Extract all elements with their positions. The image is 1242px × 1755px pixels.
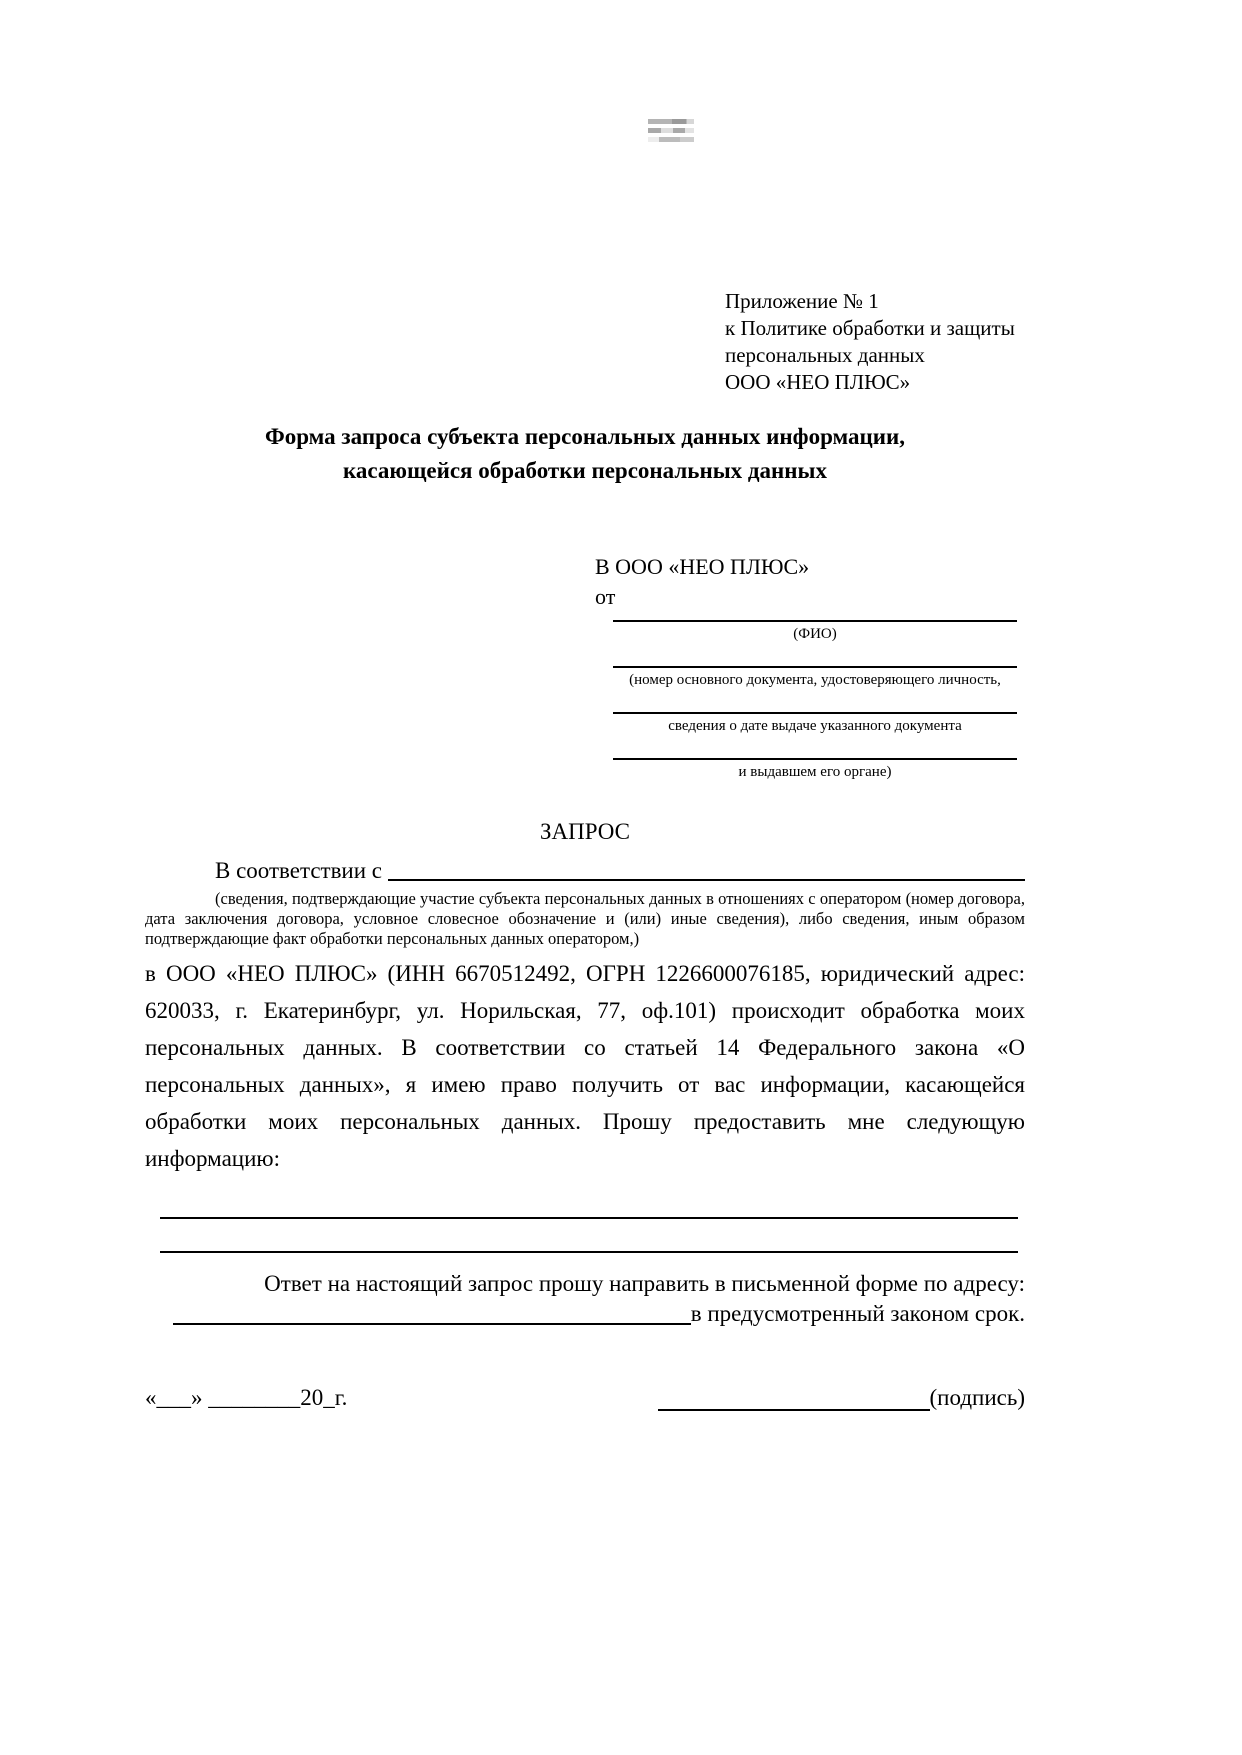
addressee-from: от: [595, 584, 616, 609]
field-issue-date: [613, 690, 1017, 736]
addressee-block: [595, 552, 1025, 782]
annex-line-3: персональных данных: [725, 343, 925, 367]
addressee-to: В ООО «НЕО ПЛЮС»: [595, 554, 810, 579]
date-blank: «___» ________20_г.: [145, 1385, 348, 1410]
issuing-authority-caption: и выдавшем его органе): [738, 764, 892, 780]
signature-row: [145, 1385, 1025, 1411]
annex-line-2: к Политике обработки и защиты: [725, 316, 1015, 340]
field-document-number: [613, 644, 1017, 690]
signature-caption: (подпись): [929, 1385, 1025, 1410]
fio-caption: (ФИО): [793, 626, 837, 642]
issue-date-caption: сведения о дате выдаче указанного документа: [668, 718, 962, 734]
signature-area: [658, 1385, 1025, 1411]
annex-line-4: ООО «НЕО ПЛЮС»: [725, 370, 911, 394]
answer-address-fill-line: [173, 1305, 691, 1325]
document-title-line-2: касающейся обработки персональных данных: [342, 458, 828, 483]
info-fill-line-2: [160, 1219, 1018, 1253]
issuing-authority-fill-line: [613, 736, 1017, 760]
issue-date-fill-line: [613, 690, 1017, 714]
request-footnote: (сведения, подтверждающие участие субъекта персональных данных в отношениях с оператором (номер договора, дата заключения договора, условное словесное обозначение и (или) иные сведения), либо сведения, иным образом подтверждающие факт обработки персональных данных оператором,): [145, 889, 1025, 948]
document-number-caption: (номер основного документа, удостоверяющего личность,: [629, 672, 1001, 688]
signature-fill-line: [658, 1389, 930, 1411]
document-number-fill-line: [613, 644, 1017, 668]
answer-suffix: в предусмотренный законом срок.: [690, 1301, 1025, 1326]
annex-header-block: [725, 288, 1025, 396]
field-issuing-authority: [613, 736, 1017, 782]
addressee-fields: [613, 612, 1017, 782]
answer-address-line: Ответ на настоящий запрос прошу направить в письменной форме по адресу:: [264, 1271, 1025, 1296]
field-fio: [613, 612, 1017, 644]
document-content: [145, 0, 1025, 1411]
annex-line-1: Приложение № 1: [725, 289, 879, 313]
request-heading: ЗАПРОС: [539, 819, 631, 844]
answer-address-fill-row: [173, 1299, 1025, 1329]
document-title-line-1: Форма запроса субъекта персональных данных информации,: [264, 424, 906, 449]
document-title: [145, 420, 1025, 488]
request-intro-line: [145, 858, 1025, 884]
request-intro-fill-line: [388, 859, 1025, 881]
request-intro-prefix: В соответствии с: [215, 858, 383, 883]
request-body-paragraph: в ООО «НЕО ПЛЮС» (ИНН 6670512492, ОГРН 1226600076185, юридический адрес: 620033, г. Екатеринбург, ул. Норильская, 77, оф.101) происходит обработка моих персональных данных. В соответствии со статьей 14 Федерального закона «О персональных данных», я имею право получить от вас информации, касающейся обработки моих персональных данных. Прошу предоставить мне следующую информацию:: [145, 961, 1025, 1171]
info-fill-line-1: [160, 1177, 1018, 1219]
fio-fill-line: [613, 612, 1017, 622]
